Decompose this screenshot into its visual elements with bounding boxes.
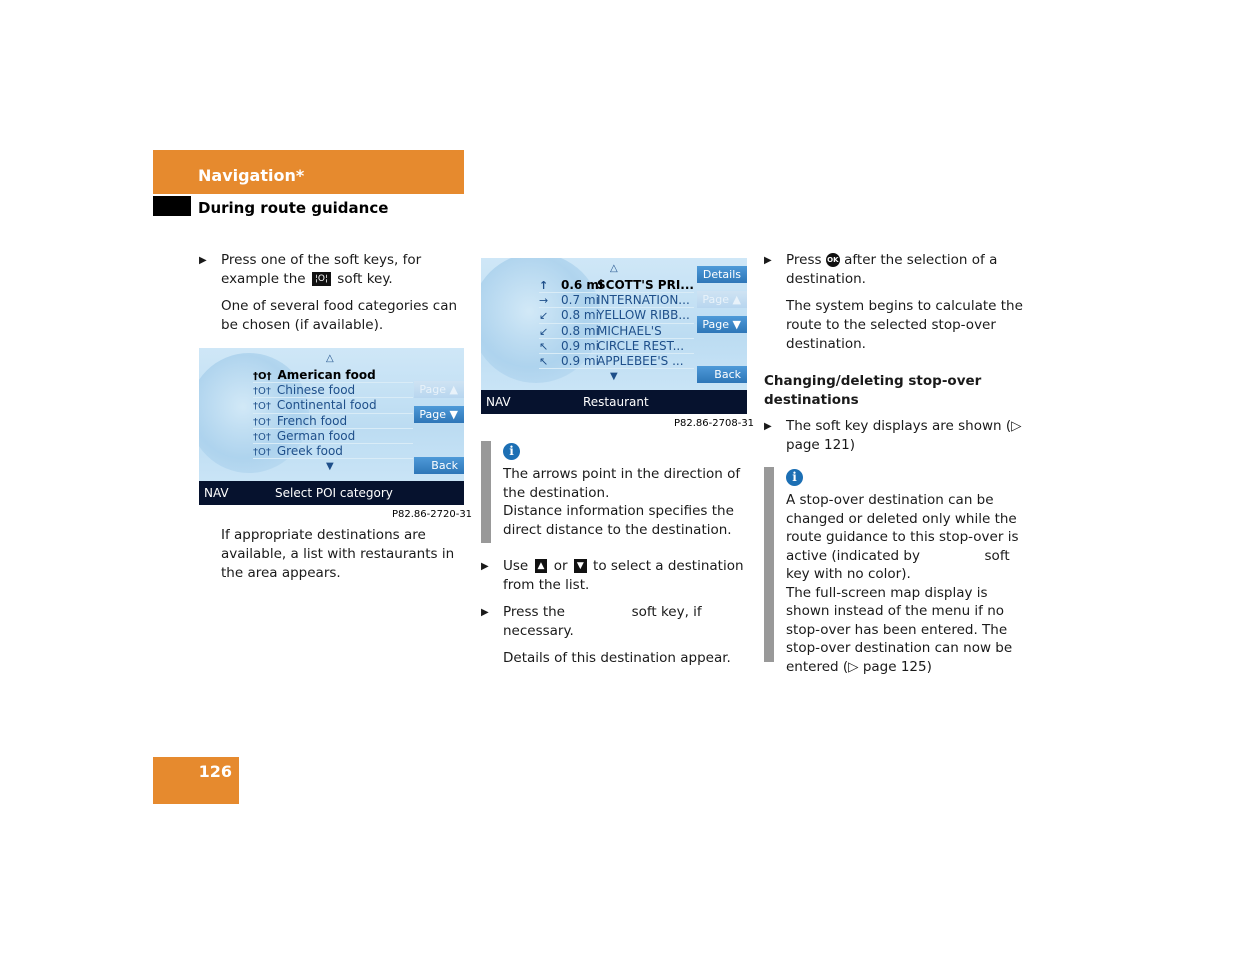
list-item[interactable]: ↑ 0.6 miSCOTT'S PRI... xyxy=(539,278,694,292)
info-icon: i xyxy=(503,443,520,460)
restaurant-icon: †O† xyxy=(253,446,271,458)
page-up-softkey[interactable]: Page ▲ xyxy=(414,381,464,398)
restaurant-list-screen xyxy=(481,258,747,414)
direction-arrow-icon: ↖ xyxy=(539,339,549,353)
direction-arrow-icon: → xyxy=(539,294,549,308)
list-item[interactable]: †O† Chinese food xyxy=(253,383,413,398)
direction-arrow-icon: ↙ xyxy=(539,324,549,338)
scroll-up-icon: △ xyxy=(326,353,334,364)
column-2 xyxy=(481,557,747,668)
direction-arrow-icon: ↑ xyxy=(539,279,549,292)
restaurant-icon: †O† xyxy=(253,416,271,428)
step-soft-key-displays: ▶ The soft key displays are shown (▷ page 121) xyxy=(764,417,1032,455)
note-sidebar xyxy=(481,441,491,543)
list-item[interactable]: → 0.7 miINTERNATION... xyxy=(539,293,694,308)
scroll-up-icon: △ xyxy=(610,263,618,274)
step-select-destination: ▶ Use ▲ or ▼ to select a destination from the list. xyxy=(481,557,747,595)
column-3 xyxy=(764,251,1032,455)
page-number: 126 xyxy=(198,762,232,781)
column-1-continued xyxy=(199,526,465,583)
status-nav-label: NAV xyxy=(486,395,511,409)
step-press-details: ▶ Press the soft key, if necessary. xyxy=(481,603,747,641)
details-result: Details of this destination appear. xyxy=(503,650,731,666)
note-stopover-text: A stop-over destination can be changed or deleted only while the route guidance to this stop-over is active (indicated by soft key with no color). xyxy=(786,492,1019,582)
ok-button-icon: OK xyxy=(826,253,840,267)
info-icon: i xyxy=(786,469,803,486)
direction-arrow-icon: ↙ xyxy=(539,309,549,323)
subsection-title: During route guidance xyxy=(198,199,389,217)
restaurant-icon: †O† xyxy=(253,371,272,382)
up-arrow-key-icon: ▲ xyxy=(535,559,548,573)
scroll-down-icon: ▼ xyxy=(610,371,618,382)
list-item[interactable]: ↙ 0.8 miYELLOW RIBB... xyxy=(539,308,694,323)
page-down-softkey[interactable]: Page ▼ xyxy=(697,316,747,333)
status-bar xyxy=(199,481,464,505)
restaurant-list xyxy=(539,278,694,369)
list-item[interactable]: †O† German food xyxy=(253,429,413,444)
restaurant-key-icon: ¦O¦ xyxy=(312,272,331,286)
restaurant-icon: †O† xyxy=(253,386,271,398)
scroll-down-icon: ▼ xyxy=(326,461,334,472)
subsection-marker xyxy=(153,196,191,216)
restaurant-icon: †O† xyxy=(253,401,271,413)
note-distance-text: Distance information specifies the direct distance to the destination. xyxy=(503,503,734,538)
section-header-bar xyxy=(153,150,464,194)
note-arrows-text: The arrows point in the direction of the destination. xyxy=(503,466,741,501)
list-item[interactable]: †O† Greek food xyxy=(253,444,413,459)
step-press-ok: ▶ Press OK after the selection of a destination. xyxy=(764,251,1032,289)
note-sidebar xyxy=(764,467,774,662)
list-item[interactable]: †O† French food xyxy=(253,414,413,429)
status-screen-title: Select POI category xyxy=(275,486,393,500)
figure-caption: P82.86-2720-31 xyxy=(392,509,473,520)
direction-arrow-icon: ↖ xyxy=(539,354,549,368)
step-result: One of several food categories can be chosen (if available). xyxy=(221,298,458,333)
section-heading: Changing/deleting stop-over destinations xyxy=(764,373,982,408)
restaurant-icon: †O† xyxy=(253,431,271,443)
calculate-route-result: The system begins to calculate the route to the selected stop-over destination. xyxy=(786,298,1023,352)
figure-caption: P82.86-2708-31 xyxy=(674,418,755,429)
poi-category-screen xyxy=(199,348,464,505)
restaurant-list-note: If appropriate destinations are available, a list with restaurants in the area appears. xyxy=(221,527,455,581)
list-item[interactable]: †O† Continental food xyxy=(253,398,413,413)
step-press-soft-key: ▶ Press one of the soft keys, for example the ¦O¦ soft key. xyxy=(199,251,465,289)
status-bar xyxy=(481,390,747,414)
note-map-display-text: The full-screen map display is shown instead of the menu if no stop-over has been entered. The stop-over destination can now be entered (▷ page 125) xyxy=(786,584,1013,675)
status-screen-title: Restaurant xyxy=(583,395,649,409)
details-softkey[interactable]: Details xyxy=(697,266,747,283)
back-softkey[interactable]: Back xyxy=(697,366,747,383)
section-title: Navigation* xyxy=(198,166,305,185)
column-1 xyxy=(199,251,465,335)
list-item[interactable]: ↖ 0.9 miAPPLEBEE'S ... xyxy=(539,354,694,369)
back-softkey[interactable]: Back xyxy=(414,457,464,474)
list-item[interactable]: †O† American food xyxy=(253,368,413,383)
list-item[interactable]: ↙ 0.8 miMICHAEL'S xyxy=(539,324,694,339)
down-arrow-key-icon: ▼ xyxy=(574,559,587,573)
page-number-tab xyxy=(153,757,239,804)
list-item[interactable]: ↖ 0.9 miCIRCLE REST... xyxy=(539,339,694,354)
page-down-softkey[interactable]: Page ▼ xyxy=(414,406,464,423)
info-note-arrows xyxy=(481,441,747,543)
category-list xyxy=(253,368,413,459)
page-up-softkey[interactable]: Page ▲ xyxy=(697,291,747,308)
status-nav-label: NAV xyxy=(204,486,229,500)
info-note-stopover xyxy=(764,467,1032,675)
